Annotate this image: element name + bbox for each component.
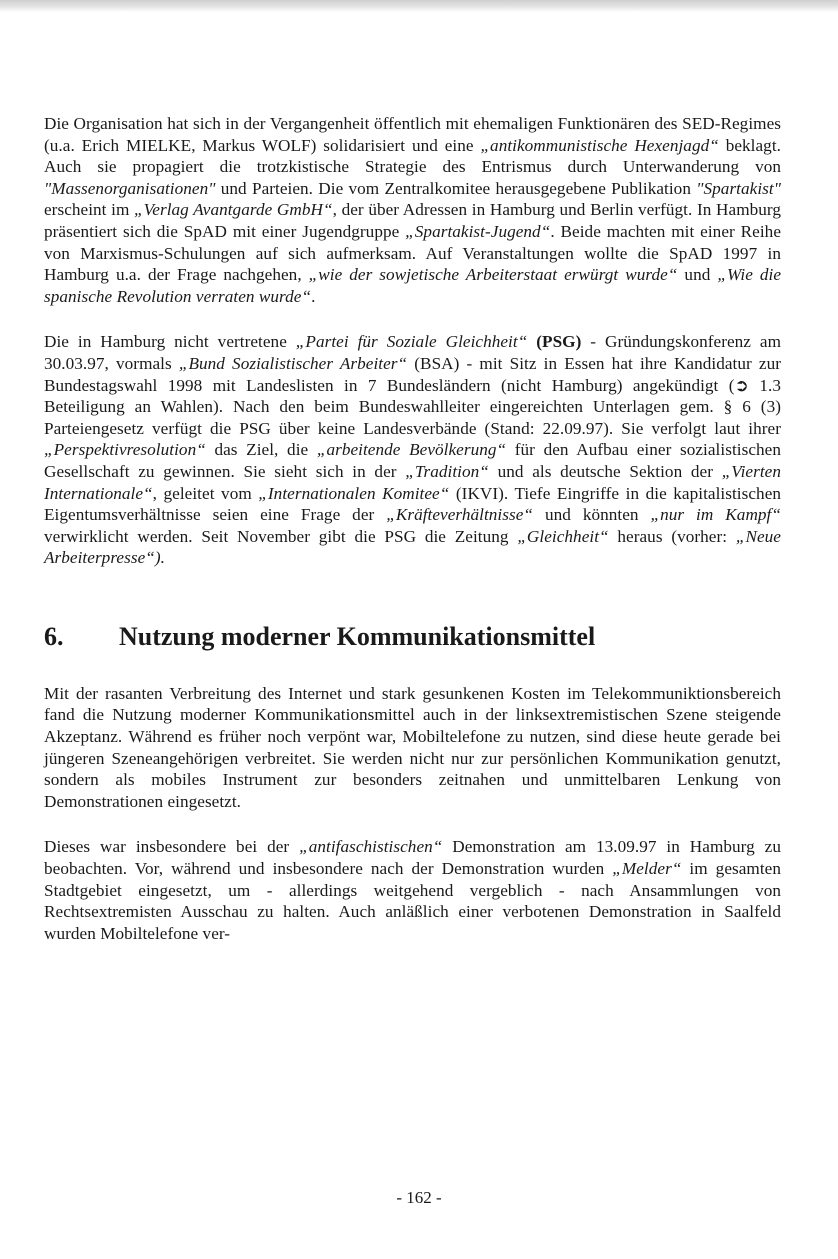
text-run: Dieses war insbesondere bei der (44, 837, 300, 857)
text-run: erscheint im (44, 200, 135, 220)
text-run: - Gründungskonferenz am 30.03.97, vormals (44, 332, 781, 373)
section-title: Nutzung moderner Kommunikationsmittel (119, 621, 596, 651)
text-run: verwirklicht werden. Seit November gibt die PSG die Zeitung (44, 526, 518, 546)
text-run (527, 332, 536, 351)
text-run: heraus (vorher: (608, 526, 736, 546)
italic-quote: „Melder“ (612, 859, 682, 879)
italic-quote: "Spartakist" (696, 178, 781, 198)
text-run: für den Aufbau einer sozialistischen Gesellschaft zu gewinnen. Sie sieht sich in der (44, 440, 781, 481)
italic-quote: „nur im Kampf“ (650, 505, 781, 525)
text-run: Die Organisation hat sich in der Vergangenheit öffentlich mit ehemaligen Funktionären des SED-Regimes (u.a. Erich MIELKE, Markus WOLF) solidarisiert und eine (44, 114, 781, 155)
section-heading (44, 621, 781, 653)
bold-term: (PSG) (536, 332, 582, 352)
italic-quote: „Gleichheit“ (517, 526, 609, 546)
italic-quote: „Bund Sozialistischer Arbeiter“ (178, 353, 408, 373)
italic-quote: „arbeitende Bevölkerung“ (316, 440, 507, 460)
text-run: und Parteien. Die vom Zentralkomitee herausgegebene Publikation (215, 178, 697, 198)
paragraph-psg (44, 331, 781, 569)
paragraph-demonstration (44, 836, 781, 944)
section-number: 6. (44, 621, 64, 651)
text-run: . (311, 286, 316, 306)
italic-quote: „Wie die spanische Revolution verraten wurde“ (44, 265, 782, 306)
italic-quote: „Tradition“ (405, 461, 489, 481)
italic-quote: „Verlag Avantgarde GmbH“ (134, 200, 333, 220)
italic-quote: „Spartakist-Jugend“ (405, 221, 551, 241)
text-run: und als deutsche Sektion der (488, 461, 722, 481)
italic-quote: „Perspektivresolution“ (44, 440, 206, 460)
text-run: und (677, 265, 718, 285)
text-run: Die in Hamburg nicht vertretene (44, 332, 296, 352)
italic-quote: „Internationalen Komitee“ (258, 483, 450, 503)
italic-quote: „Partei für Soziale Gleichheit“ (295, 332, 528, 352)
text-run: und könnten (533, 505, 651, 525)
page-body (44, 113, 781, 944)
text-run: das Ziel, die (205, 440, 317, 460)
page-number: - 162 - (396, 1188, 442, 1207)
text-run: beklagt. Auch sie propagiert die trotzkistische Strategie des Entrismus durch Unterwanderung von (44, 135, 781, 177)
italic-quote: „antikommunistische Hexenjagd“ (480, 135, 719, 155)
text-run: (BSA) - mit Sitz in Essen hat ihre Kandidatur zur Bundestagswahl 1998 mit Landeslisten in 7 Bundesländern (nicht Hamburg) angekündigt (➲ 1.3 Beteiligung an Wahlen). Nach den beim Bundeswahlleiter eingereichten Unterlagen gem. § 6 (3) Parteiengesetz verfügt die PSG über keine Landesverbände (Stand: 22.09.97). Sie verfolgt laut ihrer (44, 353, 781, 438)
italic-quote: „antifaschistischen“ (299, 837, 443, 857)
text-run: Demonstration am 13.09.97 in Hamburg zu beobachten. Vor, während und insbesondere nach der Demonstration wurden (44, 837, 781, 879)
italic-quote: „wie der sowjetische Arbeiterstaat erwürgt wurde“ (308, 265, 678, 285)
italic-quote: „Neue Arbeiterpresse“). (44, 526, 781, 568)
text-run: Mit der rasanten Verbreitung des Internet und stark gesunkenen Kosten im Telekommuniktionsbereich fand die Nutzung moderner Kommunikationsmittel auch in der linksextremistischen Szene steigende Akzeptanz. Während es früher noch verpönt war, Mobiltelefone zu nutzen, sind diese heute gerade bei jüngeren Szeneangehörigen verbreitet. Sie werden nicht nur zur persönlichen Kommunikation genutzt, sondern als mobiles Instrument zur besonders zeitnahen und unmittelbaren Lenkung von Demonstrationen eingesetzt. (44, 683, 781, 811)
paragraph-spad (44, 113, 781, 307)
scan-top-edge (0, 0, 838, 12)
text-run: , der über Adressen in Hamburg und Berlin verfügt. In Hamburg präsentiert sich die SpAD mit einer Jugendgruppe (44, 200, 782, 241)
text-run: im gesamten Stadtgebiet eingesetzt, um - allerdings weitgehend vergeblich - nach Ansammlungen von Rechtsextremisten Ausschau zu halten. Auch anläßlich einer verbotenen Demonstration in Saalfeld wurden Mobiltelefone ver- (44, 859, 781, 943)
italic-quote: "Massenorganisationen" (44, 178, 216, 198)
italic-quote: „Vierten Internationale“ (44, 461, 781, 503)
text-run: (IKVI). Tiefe Eingriffe in die kapitalistischen Eigentumsverhältnisse seien eine Frage der (44, 483, 782, 525)
paragraph-communication (44, 683, 781, 813)
text-run: , geleitet vom (152, 483, 259, 503)
text-run: . Beide machten mit einer Reihe von Marxismus-Schulungen auf sich aufmerksam. Auf Veranstaltungen wollte die SpAD 1997 in Hamburg u.a. der Frage nachgehen, (44, 221, 781, 285)
italic-quote: „Kräfteverhältnisse“ (386, 505, 534, 525)
